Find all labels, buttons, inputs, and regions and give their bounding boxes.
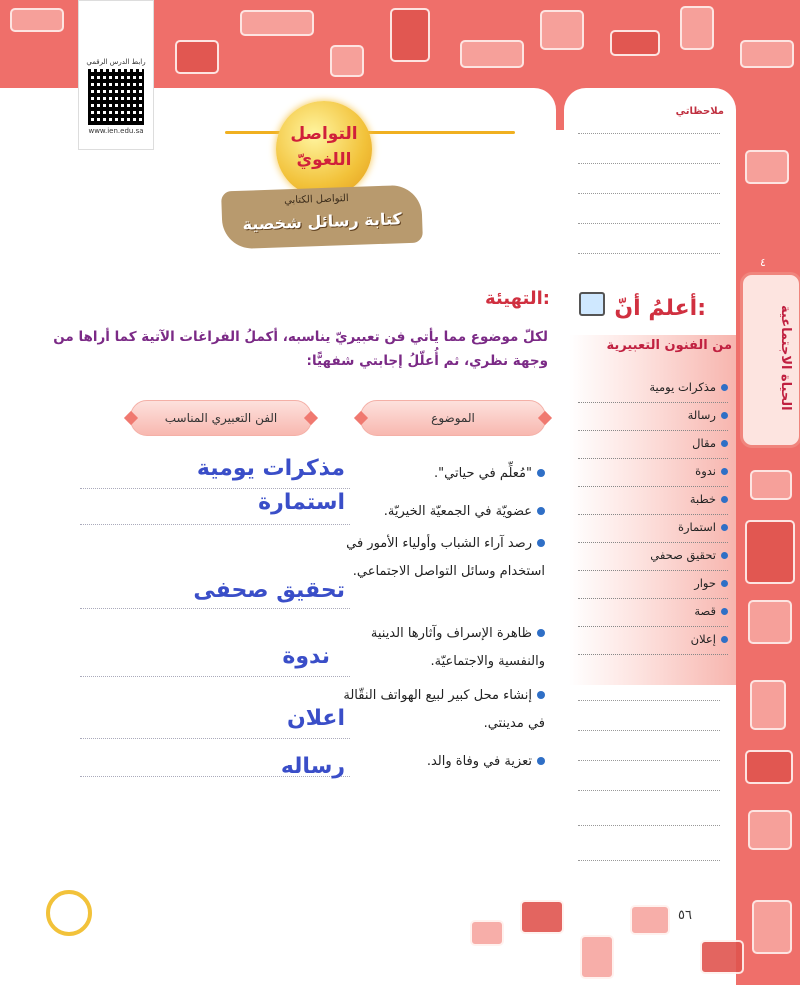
arts-title: من الفنون التعبيرية <box>606 338 732 353</box>
bullet-icon <box>537 469 545 477</box>
decor-tile <box>630 905 670 935</box>
list-item: رسالة <box>578 402 728 431</box>
notes-label: ملاحظاتي <box>675 106 724 117</box>
know-header <box>569 290 734 330</box>
bullet-icon <box>721 440 728 447</box>
decor-tile <box>520 900 564 934</box>
bullet-icon <box>721 552 728 559</box>
notes-area <box>564 88 736 288</box>
note-line[interactable] <box>578 133 720 134</box>
page-number: ٥٦ <box>678 908 692 923</box>
bullet-icon <box>721 412 728 419</box>
bullet-icon <box>537 539 545 547</box>
decor-tile <box>390 8 430 62</box>
bullet-icon <box>721 496 728 503</box>
chapter-number: ٤ <box>760 256 766 269</box>
answer-field[interactable]: استمارة <box>80 488 350 525</box>
note-line[interactable] <box>578 790 720 791</box>
decor-tile <box>680 6 714 50</box>
bullet-icon <box>721 608 728 615</box>
list-item: تحقيق صحفي <box>578 542 728 571</box>
qr-box[interactable] <box>78 0 154 150</box>
list-item: ظاهرة الإسراف وآثارها الدينية والنفسية والاجتماعيّة. <box>370 626 545 669</box>
note-line[interactable] <box>578 223 720 224</box>
decor-tile <box>470 920 504 946</box>
lesson-scroll-banner <box>221 185 423 250</box>
answer-field[interactable]: رساله <box>80 740 350 777</box>
note-line[interactable] <box>578 825 720 826</box>
list-item: عضويّة في الجمعيّة الخيريّة. <box>340 498 545 526</box>
lesson-title: كتابة رسائل شخصية <box>242 209 403 234</box>
answer-field[interactable]: تحقيق صحفى <box>80 572 350 609</box>
answer-field[interactable]: مذكرات يومية <box>80 452 350 489</box>
bullet-icon <box>537 757 545 765</box>
bullet-icon <box>721 580 728 587</box>
answer-field[interactable]: ندوة <box>80 640 350 677</box>
chapter-tab[interactable] <box>740 272 800 448</box>
note-line[interactable] <box>578 253 720 254</box>
decor-tile <box>745 520 795 584</box>
list-item: تعزية في وفاة والد. <box>340 748 545 776</box>
list-item: مذكرات يومية <box>578 374 728 403</box>
bullet-icon <box>721 468 728 475</box>
note-line[interactable] <box>578 730 720 731</box>
decor-tile <box>750 680 786 730</box>
qr-url[interactable]: www.ien.edu.sa <box>88 127 144 135</box>
list-item: ندوة <box>578 458 728 487</box>
bullet-icon <box>721 636 728 643</box>
note-line[interactable] <box>578 163 720 164</box>
bullet-icon <box>537 691 545 699</box>
list-item: قصة <box>578 598 728 627</box>
publisher-logo-icon <box>46 890 92 936</box>
column-header-art: الفن التعبيري المناسب <box>130 400 312 436</box>
scroll-subtitle: التواصل الكتابي <box>283 193 349 207</box>
list-item: "مُعلِّم في حياتي". <box>340 460 545 488</box>
note-line[interactable] <box>578 860 720 861</box>
title-line2: اللغويّ <box>296 150 352 170</box>
decor-tile <box>330 45 364 77</box>
bullet-icon <box>721 524 728 531</box>
list-item: حوار <box>578 570 728 599</box>
title-badge <box>276 101 372 197</box>
qr-code-icon[interactable] <box>88 69 144 125</box>
section-heading: التهيئة: <box>485 288 550 309</box>
decor-tile <box>460 40 524 68</box>
decor-tile <box>240 10 314 36</box>
decor-tile <box>740 40 794 68</box>
decor-tile <box>750 470 792 500</box>
list-item: إنشاء محل كبير لبيع الهواتف النقّالة في مدينتي. <box>343 688 545 731</box>
decor-tile <box>700 940 744 974</box>
decor-tile <box>540 10 584 50</box>
title-line1: التواصل <box>290 124 358 144</box>
list-item: خطبة <box>578 486 728 515</box>
know-label: أعلمُ أنّ: <box>614 296 706 321</box>
decor-tile <box>748 600 792 644</box>
decor-tile <box>175 40 219 74</box>
list-item: مقال <box>578 430 728 459</box>
note-line[interactable] <box>578 193 720 194</box>
decor-tile <box>745 750 793 784</box>
decor-tile <box>752 900 792 954</box>
list-item: استمارة <box>578 514 728 543</box>
list-item: رصد آراء الشباب وأولياء الأمور في استخدام وسائل التواصل الاجتماعي. <box>346 536 545 579</box>
chapter-label: الحياة الاجتماعية <box>778 305 793 411</box>
instructions: لكلّ موضوع مما يأتي فن تعبيريّ يناسبه، أكملُ الفراغات الآتية كما أراها من وجهة نظري، ثم أُعلّلُ إجابتي شفهيًّا: <box>53 329 548 369</box>
decor-tile <box>745 150 789 184</box>
decor-tile <box>748 810 792 850</box>
note-line[interactable] <box>578 760 720 761</box>
decor-tile <box>580 935 614 979</box>
note-line[interactable] <box>578 700 720 701</box>
decor-tile <box>610 30 660 56</box>
bullet-icon <box>537 629 545 637</box>
qr-label: رابط الدرس الرقمي <box>86 58 146 66</box>
monitor-icon <box>579 292 605 316</box>
bullet-icon <box>721 384 728 391</box>
bullet-icon <box>537 507 545 515</box>
list-item: إعلان <box>578 626 728 655</box>
answer-field[interactable]: اعلان <box>80 702 350 739</box>
decor-tile <box>10 8 64 32</box>
column-header-topic: الموضوع <box>360 400 546 436</box>
